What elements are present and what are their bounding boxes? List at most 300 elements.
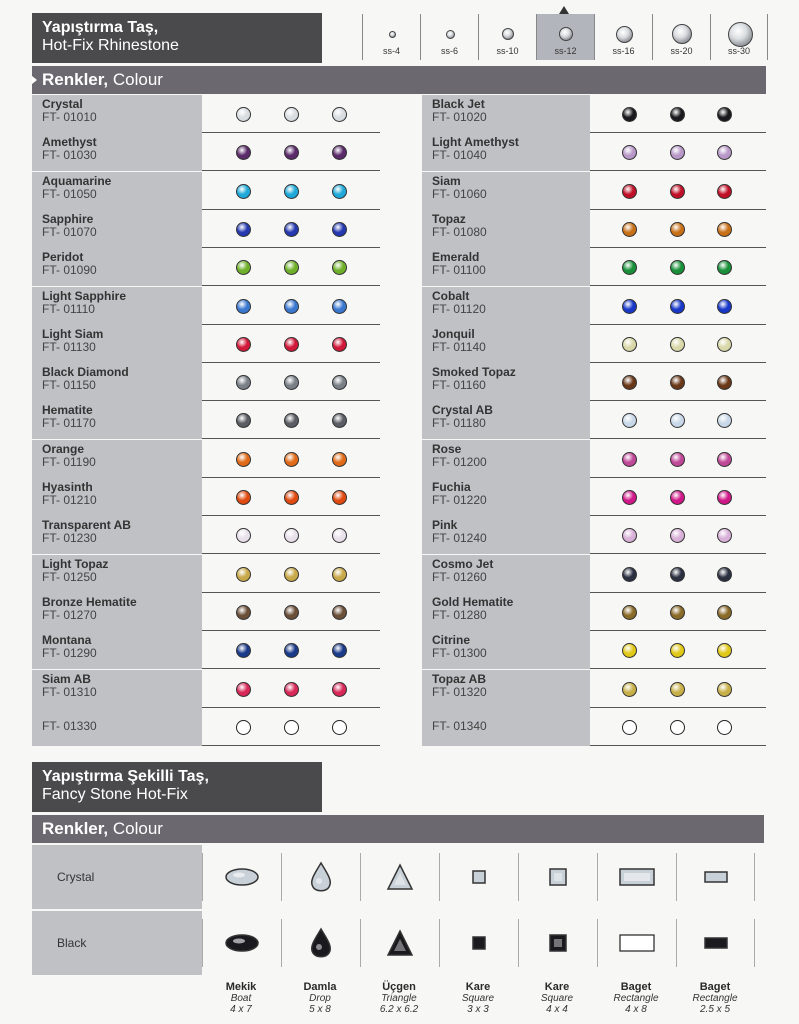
color-name: Fuchia (432, 480, 471, 494)
shape-size: 6.2 x 6.2 (379, 1004, 419, 1015)
color-label (32, 95, 202, 133)
color-label (422, 478, 590, 516)
size-option-ss-30[interactable] (710, 14, 768, 60)
color-code: FT- 01290 (42, 646, 97, 661)
stone-swatch (332, 184, 347, 199)
color-name: Emerald (432, 250, 480, 265)
color-row (32, 516, 380, 554)
color-label (32, 708, 202, 746)
color-code: FT- 01040 (432, 148, 487, 163)
color-label (422, 325, 590, 363)
stone-swatch (670, 337, 685, 352)
color-name: Orange (42, 441, 85, 456)
color-code: FT- 01050 (42, 186, 97, 201)
color-label (32, 172, 202, 210)
color-row (422, 287, 766, 325)
fancy-cell (676, 853, 755, 901)
stone-swatch (670, 299, 685, 314)
color-label (32, 401, 202, 439)
stone-swatch (670, 567, 685, 582)
shape-size: 4 x 7 (230, 1004, 252, 1015)
color-code: FT- 01220 (432, 493, 487, 507)
color-label (422, 708, 590, 746)
stone-swatch (622, 682, 637, 697)
color-row (32, 172, 380, 210)
stone-swatch (670, 107, 685, 122)
color-code: FT- 01070 (42, 224, 97, 239)
size-option-ss-12[interactable] (536, 14, 594, 60)
stone-swatch (622, 720, 637, 735)
shape-size: 3 x 3 (467, 1004, 489, 1015)
stone-swatch (332, 107, 347, 122)
stone-swatch (332, 528, 347, 543)
stone-swatch (717, 452, 732, 467)
shape-name-tr: Mekik (225, 981, 257, 993)
color-code: FT- 01160 (432, 378, 486, 393)
stone-swatch (284, 452, 299, 467)
section1-header (32, 13, 322, 63)
shape-label (680, 982, 750, 1015)
colour-bar-1 (32, 66, 766, 94)
color-name: Aquamarine (42, 173, 112, 188)
row-divider (202, 745, 380, 746)
stone-swatch (284, 375, 299, 390)
color-code: FT- 01200 (432, 454, 487, 469)
shape-name-en: Square (540, 993, 574, 1004)
stone-swatch (236, 682, 251, 697)
stone-swatch (236, 643, 251, 658)
color-name: Light Topaz (42, 556, 109, 571)
size-label: ss-10 (496, 46, 519, 56)
color-row (422, 363, 766, 401)
color-name: Light Siam (42, 326, 104, 341)
stone-swatch (622, 567, 637, 582)
color-code: FT- 01230 (42, 531, 97, 546)
stone-swatch (622, 452, 637, 467)
color-code: FT- 01240 (432, 531, 487, 546)
color-name: Pink (432, 518, 458, 533)
color-name: Transparent AB (42, 518, 131, 533)
color-row (422, 708, 766, 746)
square-stone-icon (528, 857, 588, 897)
color-label (32, 670, 202, 708)
color-row (422, 593, 766, 631)
colour-label-tr-2: Renkler, (42, 819, 109, 838)
color-name: Smoked Topaz (432, 365, 516, 380)
size-option-ss-16[interactable] (594, 14, 652, 60)
color-name: Amethyst (42, 135, 97, 150)
color-label (32, 325, 202, 363)
fancy-cell (518, 919, 597, 967)
color-code: FT- 01060 (432, 186, 487, 201)
stone-swatch (284, 184, 299, 199)
color-name: Gold Hematite (432, 594, 514, 609)
color-row (32, 555, 380, 593)
stone-swatch (236, 490, 251, 505)
stone-swatch (717, 337, 732, 352)
stone-swatch (670, 222, 685, 237)
stone-swatch (236, 107, 251, 122)
shape-name-tr: Kare (544, 981, 570, 993)
rhinestone-size-icon (502, 28, 514, 40)
shape-label (364, 982, 434, 1015)
colour-label-en: Colour (108, 70, 163, 89)
rhinestone-size-icon (616, 26, 633, 43)
shape-name-tr: Baget (620, 981, 652, 993)
shape-name-en: Triangle (381, 993, 417, 1004)
stone-swatch (236, 145, 251, 160)
boat-stone-icon (212, 923, 272, 963)
stone-swatch (622, 145, 637, 160)
color-row (422, 516, 766, 554)
fancy-cell (281, 853, 360, 901)
shape-size: 4 x 8 (625, 1004, 647, 1015)
stone-swatch (670, 375, 685, 390)
color-row (32, 478, 380, 516)
stone-swatch (717, 605, 732, 620)
size-option-ss-6[interactable] (420, 14, 478, 60)
color-name: Crystal (42, 97, 83, 111)
stone-swatch (622, 337, 637, 352)
color-row (32, 631, 380, 669)
fancy-row-label: Crystal (32, 845, 202, 909)
color-name: Topaz AB (432, 671, 486, 686)
size-option-ss-10[interactable] (478, 14, 536, 60)
shape-name-en: Rectangle (613, 993, 659, 1004)
color-name: Cosmo Jet (432, 556, 494, 571)
stone-swatch (332, 605, 347, 620)
fancy-cell (676, 919, 755, 967)
stone-swatch (622, 490, 637, 505)
stone-swatch (236, 720, 251, 735)
color-label (32, 210, 202, 248)
color-label (422, 401, 590, 439)
stone-swatch (332, 375, 347, 390)
color-code: FT- 01260 (432, 569, 487, 584)
stone-swatch (284, 413, 299, 428)
color-row (422, 631, 766, 669)
color-row (32, 401, 380, 439)
color-name: Siam AB (42, 671, 91, 686)
triangle-stone-icon (370, 923, 430, 963)
stone-swatch (622, 375, 637, 390)
stone-swatch (332, 222, 347, 237)
shape-name-en: Square (461, 993, 495, 1004)
color-row (32, 593, 380, 631)
shape-label (285, 982, 355, 1015)
fancy-row-crystal (32, 845, 764, 909)
color-label (32, 516, 202, 554)
color-row (422, 670, 766, 708)
color-row (32, 95, 380, 133)
stone-swatch (236, 452, 251, 467)
stone-swatch (236, 222, 251, 237)
square-stone-icon (528, 923, 588, 963)
stone-swatch (332, 337, 347, 352)
bar-arrow-icon (32, 76, 37, 84)
color-row (422, 248, 766, 286)
shape-size: 2.5 x 5 (699, 1004, 731, 1015)
color-code: FT- 01310 (42, 684, 97, 699)
stone-swatch (670, 452, 685, 467)
color-name: Cobalt (432, 288, 470, 303)
color-row (422, 210, 766, 248)
color-label (32, 631, 202, 669)
section1-title-en: Hot-Fix Rhinestone (42, 37, 179, 54)
shape-name-en: Boat (230, 993, 252, 1004)
stone-swatch (284, 682, 299, 697)
fancy-cell (202, 919, 281, 967)
color-code: FT- 01140 (432, 339, 486, 354)
rhinestone-size-icon (559, 27, 573, 41)
color-label (422, 440, 590, 478)
stone-swatch (332, 567, 347, 582)
stone-swatch (717, 720, 732, 735)
stone-swatch (284, 260, 299, 275)
color-name: Montana (42, 633, 92, 648)
stone-swatch (332, 452, 347, 467)
square-small-stone-icon (449, 857, 509, 897)
color-code: FT- 01210 (42, 493, 97, 507)
fancy-cell (439, 853, 518, 901)
stone-swatch (332, 720, 347, 735)
size-option-ss-20[interactable] (652, 14, 710, 60)
color-code: FT- 01330 (42, 718, 97, 733)
color-row (422, 401, 766, 439)
stone-swatch (670, 528, 685, 543)
drop-stone-icon (291, 857, 351, 897)
color-name: Sapphire (42, 211, 94, 226)
color-row (32, 363, 380, 401)
stone-swatch (332, 643, 347, 658)
color-code: FT- 01080 (432, 224, 487, 239)
color-code: FT- 01130 (42, 339, 96, 354)
color-label (422, 248, 590, 286)
size-option-ss-4[interactable] (362, 14, 420, 60)
stone-swatch (284, 643, 299, 658)
rhinestone-size-icon (728, 22, 753, 47)
section1-title-tr: Yapıştırma Taş, (42, 19, 159, 36)
color-code: FT- 01320 (432, 684, 487, 699)
color-name: Crystal AB (432, 403, 493, 418)
shape-name-tr: Üçgen (382, 981, 416, 993)
color-name: Siam (432, 173, 461, 188)
stone-swatch (622, 222, 637, 237)
stone-swatch (284, 490, 299, 505)
stone-swatch (236, 375, 251, 390)
rect-big-stone-icon (607, 923, 667, 963)
color-label (422, 555, 590, 593)
color-row (422, 555, 766, 593)
stone-swatch (717, 682, 732, 697)
stone-swatch (717, 567, 732, 582)
color-code: FT- 01120 (432, 301, 486, 316)
color-code: FT- 01250 (42, 569, 97, 584)
colour-label-en-2: Colour (108, 819, 163, 838)
stone-swatch (622, 184, 637, 199)
shape-name-tr: Damla (303, 981, 337, 993)
color-label (32, 478, 202, 516)
stone-swatch (670, 605, 685, 620)
color-code: FT- 01170 (42, 416, 96, 431)
color-row (32, 210, 380, 248)
color-code: FT- 01340 (432, 718, 487, 733)
stone-swatch (622, 107, 637, 122)
fancy-cell (281, 919, 360, 967)
size-label: ss-16 (612, 46, 635, 56)
stone-swatch (284, 222, 299, 237)
stone-swatch (622, 528, 637, 543)
color-row (32, 670, 380, 708)
color-label (422, 95, 590, 133)
stone-swatch (332, 413, 347, 428)
stone-swatch (717, 184, 732, 199)
color-code: FT- 01020 (432, 110, 487, 124)
stone-swatch (622, 413, 637, 428)
color-row (32, 708, 380, 746)
fancy-cell (518, 853, 597, 901)
color-code: FT- 01100 (432, 263, 486, 278)
stone-swatch (670, 643, 685, 658)
color-name: Citrine (432, 633, 471, 648)
stone-swatch (670, 413, 685, 428)
shape-name-en: Rectangle (692, 993, 738, 1004)
fancy-cell (597, 919, 676, 967)
color-name: Jonquil (432, 326, 475, 341)
stone-swatch (717, 107, 732, 122)
rect-big-stone-icon (607, 857, 667, 897)
stone-swatch (670, 260, 685, 275)
drop-stone-icon (291, 923, 351, 963)
color-label (422, 172, 590, 210)
color-label (32, 593, 202, 631)
color-code: FT- 01280 (432, 607, 487, 622)
rect-small-stone-icon (686, 857, 746, 897)
size-label: ss-12 (554, 46, 577, 56)
stone-swatch (717, 490, 732, 505)
color-row (32, 133, 380, 171)
stone-swatch (332, 682, 347, 697)
colour-bar-2 (32, 815, 764, 843)
stone-swatch (284, 337, 299, 352)
stone-swatch (332, 490, 347, 505)
fancy-cell (439, 919, 518, 967)
stone-swatch (236, 528, 251, 543)
triangle-stone-icon (370, 857, 430, 897)
color-name: Hyasinth (42, 480, 93, 494)
color-label (422, 670, 590, 708)
stone-swatch (236, 413, 251, 428)
color-code: FT- 01150 (42, 378, 96, 393)
color-code: FT- 01300 (432, 646, 487, 661)
color-label (422, 593, 590, 631)
stone-swatch (332, 299, 347, 314)
size-label: ss-30 (727, 46, 750, 56)
color-name: Peridot (42, 250, 84, 265)
color-label (422, 363, 590, 401)
color-name: Light Sapphire (42, 288, 126, 303)
color-label (32, 363, 202, 401)
section2-title-tr: Yapıştırma Şekilli Taş, (42, 768, 209, 785)
rhinestone-size-icon (389, 31, 396, 38)
selected-size-marker-icon (559, 6, 569, 14)
color-label (422, 287, 590, 325)
color-label (32, 133, 202, 171)
color-name: Hematite (42, 403, 93, 418)
color-code: FT- 01010 (42, 110, 97, 124)
color-name: Topaz (432, 211, 466, 226)
color-row (32, 287, 380, 325)
stone-swatch (236, 184, 251, 199)
color-label (32, 248, 202, 286)
section2-title-en: Fancy Stone Hot-Fix (42, 786, 188, 803)
shape-name-tr: Kare (465, 981, 491, 993)
fancy-cell (202, 853, 281, 901)
stone-swatch (332, 145, 347, 160)
color-name: Rose (432, 441, 462, 456)
stone-swatch (236, 337, 251, 352)
section2-header (32, 762, 322, 812)
color-name: Black Diamond (42, 365, 129, 380)
color-row (422, 325, 766, 363)
color-code: FT- 01110 (42, 301, 95, 316)
shape-name-tr: Baget (699, 981, 731, 993)
color-name: Black Jet (432, 97, 485, 111)
stone-swatch (236, 299, 251, 314)
rhinestone-size-icon (446, 30, 455, 39)
color-row (422, 95, 766, 133)
size-label: ss-4 (382, 46, 400, 56)
stone-swatch (670, 184, 685, 199)
color-code: FT- 01270 (42, 607, 97, 622)
square-small-stone-icon (449, 923, 509, 963)
color-row (422, 172, 766, 210)
stone-swatch (717, 528, 732, 543)
stone-swatch (670, 682, 685, 697)
stone-swatch (717, 413, 732, 428)
color-label (422, 516, 590, 554)
stone-swatch (717, 643, 732, 658)
stone-swatch (284, 567, 299, 582)
row-divider (590, 745, 766, 746)
color-code: FT- 01190 (42, 454, 96, 469)
fancy-cell (597, 853, 676, 901)
stone-swatch (622, 643, 637, 658)
color-label (422, 631, 590, 669)
size-label: ss-20 (670, 46, 693, 56)
stone-swatch (284, 145, 299, 160)
shape-name-en: Drop (309, 993, 331, 1004)
size-label: ss-6 (440, 46, 458, 56)
stone-swatch (622, 605, 637, 620)
rhinestone-size-icon (672, 24, 692, 44)
shape-label (522, 982, 592, 1015)
color-row (32, 325, 380, 363)
stone-swatch (236, 260, 251, 275)
stone-swatch (284, 107, 299, 122)
fancy-cell (360, 919, 439, 967)
stone-swatch (670, 490, 685, 505)
color-name: Light Amethyst (432, 135, 519, 150)
color-row (422, 478, 766, 516)
stone-swatch (622, 260, 637, 275)
color-row (422, 440, 766, 478)
stone-swatch (284, 528, 299, 543)
color-label (32, 287, 202, 325)
stone-swatch (670, 720, 685, 735)
color-label (422, 210, 590, 248)
boat-stone-icon (212, 857, 272, 897)
